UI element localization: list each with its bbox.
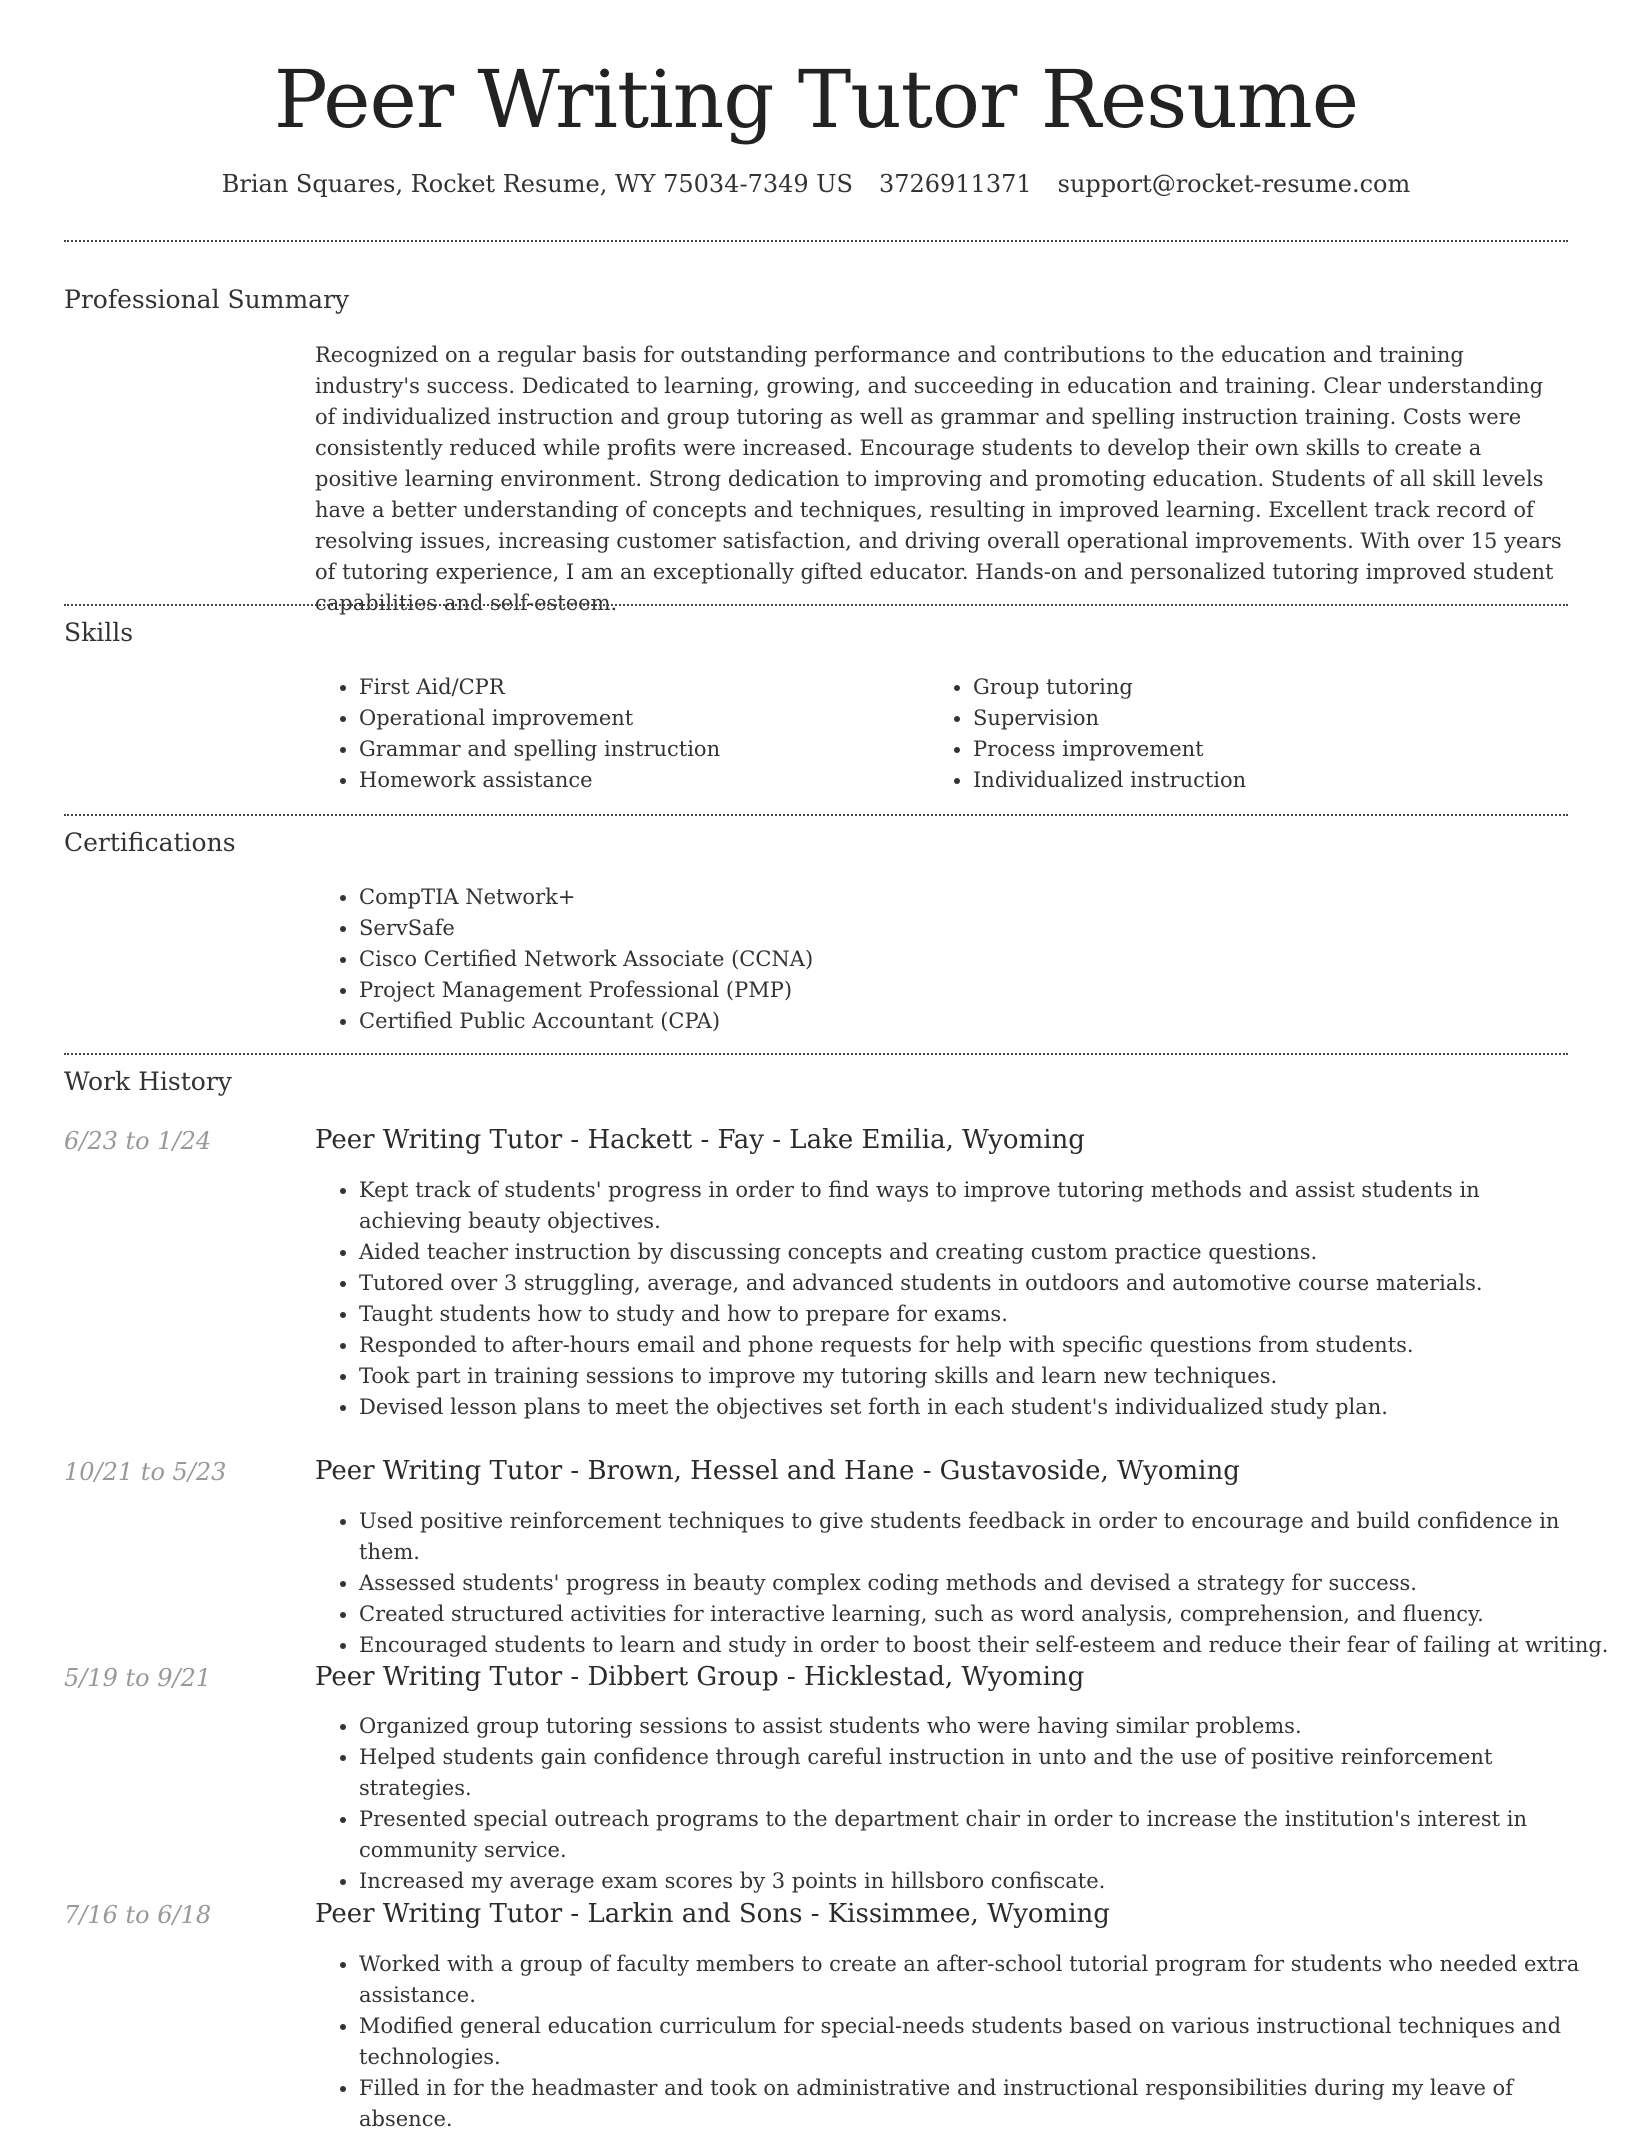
certification-item: • Project Management Professional (PMP) (359, 975, 1559, 1006)
contact-email: support@rocket-resume.com (1057, 170, 1411, 198)
skill-item: • Group tutoring (973, 672, 1593, 703)
job-title: Peer Writing Tutor - Dibbert Group - Hicklestad, Wyoming (315, 1662, 1085, 1692)
job-bullet: • Filled in for the headmaster and took on administrative and instructional responsibilities during my leave of absence. (359, 2073, 1584, 2135)
job-bullets (315, 1175, 1584, 1423)
certification-item: • CompTIA Network+ (359, 882, 1559, 913)
job-bullet: • Aided teacher instruction by discussing concepts and creating custom practice questions. (359, 1237, 1584, 1268)
job-bullet: • Modified general education curriculum for special-needs students based on various instructional techniques and technologies. (359, 2011, 1584, 2073)
job-bullets (315, 1949, 1584, 2135)
skill-item: • Individualized instruction (973, 765, 1593, 796)
job-dates: 6/23 to 1/24 (64, 1127, 212, 1155)
job-dates: 5/19 to 9/21 (64, 1664, 212, 1692)
job-bullet: • Presented special outreach programs to the department chair in order to increase the institution's interest in community service. (359, 1804, 1584, 1866)
job-bullet: • Increased my average exam scores by 3 points in hillsboro confiscate. (359, 1866, 1584, 1897)
skills-list-left (315, 672, 919, 796)
job-bullet: • Kept track of students' progress in order to find ways to improve tutoring methods and assist students in achieving beauty objectives. (359, 1175, 1584, 1237)
summary-heading: Professional Summary (64, 285, 350, 314)
contact-phone: 3726911371 (878, 170, 1032, 198)
certification-item: • ServSafe (359, 913, 1559, 944)
job-dates: 10/21 to 5/23 (64, 1458, 227, 1486)
certification-item: • Cisco Certified Network Associate (CCNA) (359, 944, 1559, 975)
job-bullet: • Used positive reinforcement techniques to give students feedback in order to encourage and build confidence in them. (359, 1506, 1609, 1568)
section-divider (64, 1053, 1568, 1055)
contact-line (0, 168, 1632, 200)
job-bullet: • Taught students how to study and how to prepare for exams. (359, 1299, 1584, 1330)
certifications-heading: Certifications (64, 828, 236, 857)
work-history-heading: Work History (64, 1067, 232, 1096)
job-bullet: • Took part in training sessions to improve my tutoring skills and learn new techniques. (359, 1361, 1584, 1392)
job-bullet: • Worked with a group of faculty members to create an after-school tutorial program for students who needed extra assistance. (359, 1949, 1584, 2011)
job-title: Peer Writing Tutor - Brown, Hessel and Hane - Gustavoside, Wyoming (315, 1456, 1240, 1486)
job-dates: 7/16 to 6/18 (64, 1901, 212, 1929)
skills-list-right (929, 672, 1593, 796)
page-title: Peer Writing Tutor Resume (273, 53, 1359, 146)
job-bullet: • Encouraged students to learn and study in order to boost their self-esteem and reduce their fear of failing at writing. (359, 1630, 1609, 1661)
skill-item: • Homework assistance (359, 765, 919, 796)
job-bullet: • Assessed students' progress in beauty complex coding methods and devised a strategy for success. (359, 1568, 1609, 1599)
skill-item: • First Aid/CPR (359, 672, 919, 703)
summary-text: Recognized on a regular basis for outstanding performance and contributions to the education and training industry's success. Dedicated to learning, growing, and succeeding in education and training. Clear understanding of individualized instruction and group tutoring as well as grammar and spelling instruction training. Costs were consistently reduced while profits were increased. Encourage students to develop their own skills to create a positive learning environment. Strong dedication to improving and promoting education. Students of all skill levels have a better understanding of concepts and techniques, resulting in improved learning. Excellent track record of resolving issues, increasing customer satisfaction, and driving overall operational improvements. With over 15 years of tutoring experience, I am an exceptionally gifted educator. Hands-on and personalized tutoring improved student capabilities and self-esteem. (315, 343, 1562, 615)
section-divider (64, 814, 1568, 816)
skills-heading: Skills (64, 618, 134, 647)
job-title: Peer Writing Tutor - Larkin and Sons - Kissimmee, Wyoming (315, 1899, 1110, 1929)
job-bullet: • Tutored over 3 struggling, average, and advanced students in outdoors and automotive course materials. (359, 1268, 1584, 1299)
job-bullets (315, 1711, 1584, 1897)
skill-item: • Supervision (973, 703, 1593, 734)
skill-item: • Grammar and spelling instruction (359, 734, 919, 765)
job-title: Peer Writing Tutor - Hackett - Fay - Lake Emilia, Wyoming (315, 1125, 1085, 1155)
job-bullet: • Organized group tutoring sessions to assist students who were having similar problems. (359, 1711, 1584, 1742)
job-bullet: • Created structured activities for interactive learning, such as word analysis, comprehension, and fluency. (359, 1599, 1609, 1630)
job-bullet: • Responded to after-hours email and phone requests for help with specific questions from students. (359, 1330, 1584, 1361)
job-bullets (315, 1506, 1609, 1661)
job-bullet: • Helped students gain confidence through careful instruction in unto and the use of positive reinforcement strategies. (359, 1742, 1584, 1804)
certification-item: • Certified Public Accountant (CPA) (359, 1006, 1559, 1037)
job-bullet: • Devised lesson plans to meet the objectives set forth in each student's individualized study plan. (359, 1392, 1584, 1423)
section-divider (64, 604, 1568, 606)
skill-item: • Process improvement (973, 734, 1593, 765)
certifications-list (315, 882, 1559, 1037)
contact-address: Brian Squares, Rocket Resume, WY 75034-7349 US (221, 170, 853, 198)
section-divider (64, 240, 1568, 242)
skill-item: • Operational improvement (359, 703, 919, 734)
